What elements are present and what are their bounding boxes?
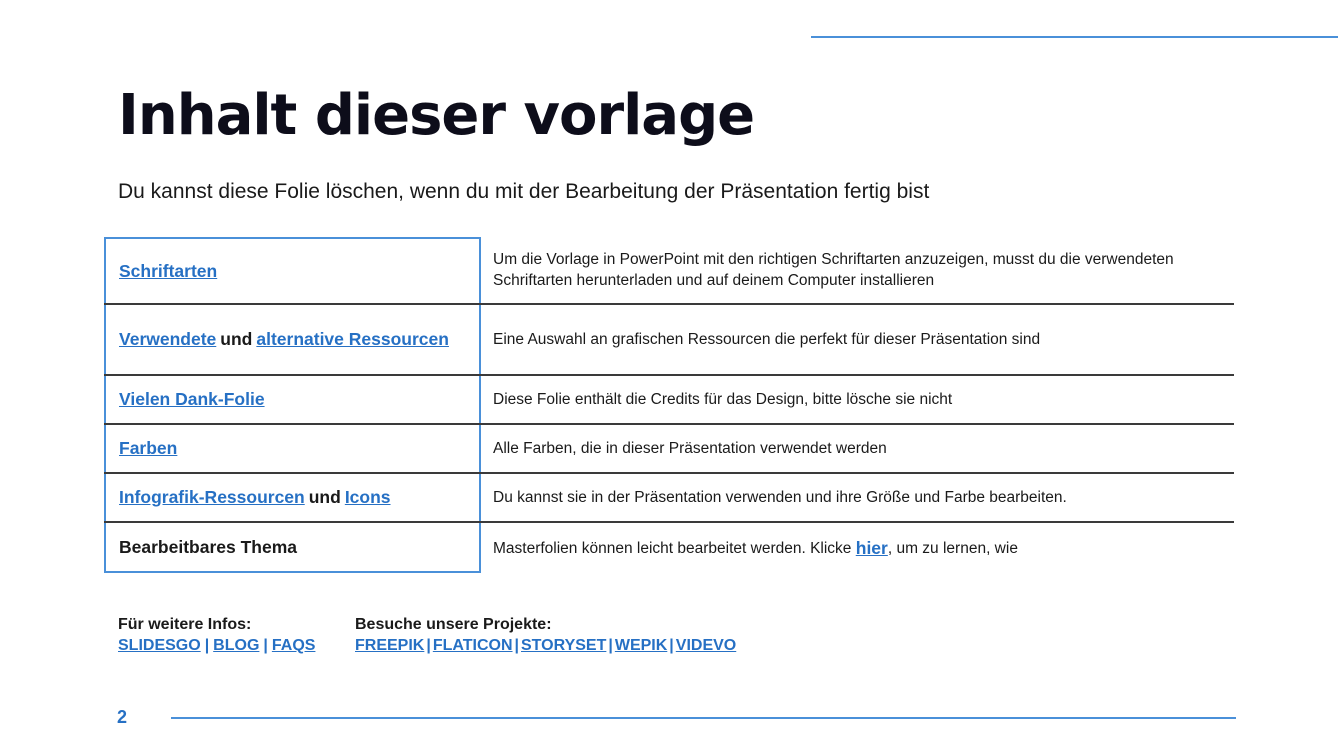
row-title (104, 425, 481, 472)
row-title: Bearbeitbares Thema (104, 523, 481, 573)
footer-projects-links (355, 635, 736, 656)
bottom-accent-line (171, 717, 1236, 719)
separator: | (608, 637, 613, 654)
slide-title: Inhalt dieser vorlage (118, 83, 755, 148)
joiner-text: und (220, 329, 253, 349)
table-row (104, 523, 1234, 573)
table-row (104, 305, 1234, 376)
row-description (481, 523, 1234, 573)
separator: | (514, 637, 519, 654)
page-number: 2 (117, 707, 128, 727)
separator: | (263, 637, 268, 654)
link-hier[interactable]: hier (855, 537, 888, 558)
table-row (104, 237, 1234, 305)
link-vielen-dank-folie[interactable]: Vielen Dank-Folie (119, 389, 265, 409)
link-storyset[interactable]: STORYSET (521, 637, 607, 654)
link-farben[interactable]: Farben (119, 438, 178, 458)
top-accent-line (811, 36, 1338, 38)
link-flaticon[interactable]: FLATICON (432, 637, 513, 654)
row-title (104, 376, 481, 423)
link-verwendete[interactable]: Verwendete (119, 329, 217, 349)
table-row (104, 425, 1234, 474)
table-row (104, 474, 1234, 523)
footer-info-label: Für weitere Infos: (118, 616, 252, 633)
description-text: , um zu lernen, wie (887, 539, 1018, 557)
separator: | (669, 637, 674, 654)
row-description: Du kannst sie in der Präsentation verwenden und ihre Größe und Farbe bearbeiten. (493, 489, 1067, 506)
row-title (104, 305, 481, 374)
table-row (104, 376, 1234, 425)
link-alternative-ressourcen[interactable]: alternative Ressourcen (256, 329, 449, 349)
link-icons[interactable]: Icons (344, 487, 391, 507)
link-videvo[interactable]: VIDEVO (675, 637, 737, 654)
footer-projects (355, 614, 736, 656)
row-description: Um die Vorlage in PowerPoint mit den richtigen Schriftarten anzuzeigen, musst du die verwendeten Schriftarten herunterladen und auf deinem Computer installieren (493, 251, 1174, 289)
row-description: Eine Auswahl an grafischen Ressourcen die perfekt für dieser Präsentation sind (493, 331, 1041, 348)
row-title (104, 237, 481, 303)
link-freepik[interactable]: FREEPIK (355, 637, 425, 654)
joiner-text: und (308, 487, 341, 507)
link-infografik-ressourcen[interactable]: Infografik-Ressourcen (119, 487, 305, 507)
description-text: Masterfolien können leicht bearbeitet werden. Klicke (493, 539, 852, 557)
footer-info-links (118, 635, 315, 656)
row-title (104, 474, 481, 521)
link-faqs[interactable]: FAQS (271, 637, 316, 654)
footer-info (118, 614, 315, 656)
footer-projects-label: Besuche unsere Projekte: (355, 616, 552, 633)
row-description: Alle Farben, die in dieser Präsentation verwendet werden (493, 440, 887, 457)
separator: | (426, 637, 431, 654)
contents-table (104, 237, 1234, 573)
link-slidesgo[interactable]: SLIDESGO (118, 637, 201, 654)
link-blog[interactable]: BLOG (213, 637, 260, 654)
link-wepik[interactable]: WEPIK (614, 637, 668, 654)
link-schriftarten[interactable]: Schriftarten (119, 260, 218, 281)
slide-subtitle: Du kannst diese Folie löschen, wenn du mit der Bearbeitung der Präsentation fertig bist (118, 180, 930, 203)
separator: | (204, 637, 210, 654)
row-description: Diese Folie enthält die Credits für das Design, bitte lösche sie nicht (493, 391, 953, 408)
